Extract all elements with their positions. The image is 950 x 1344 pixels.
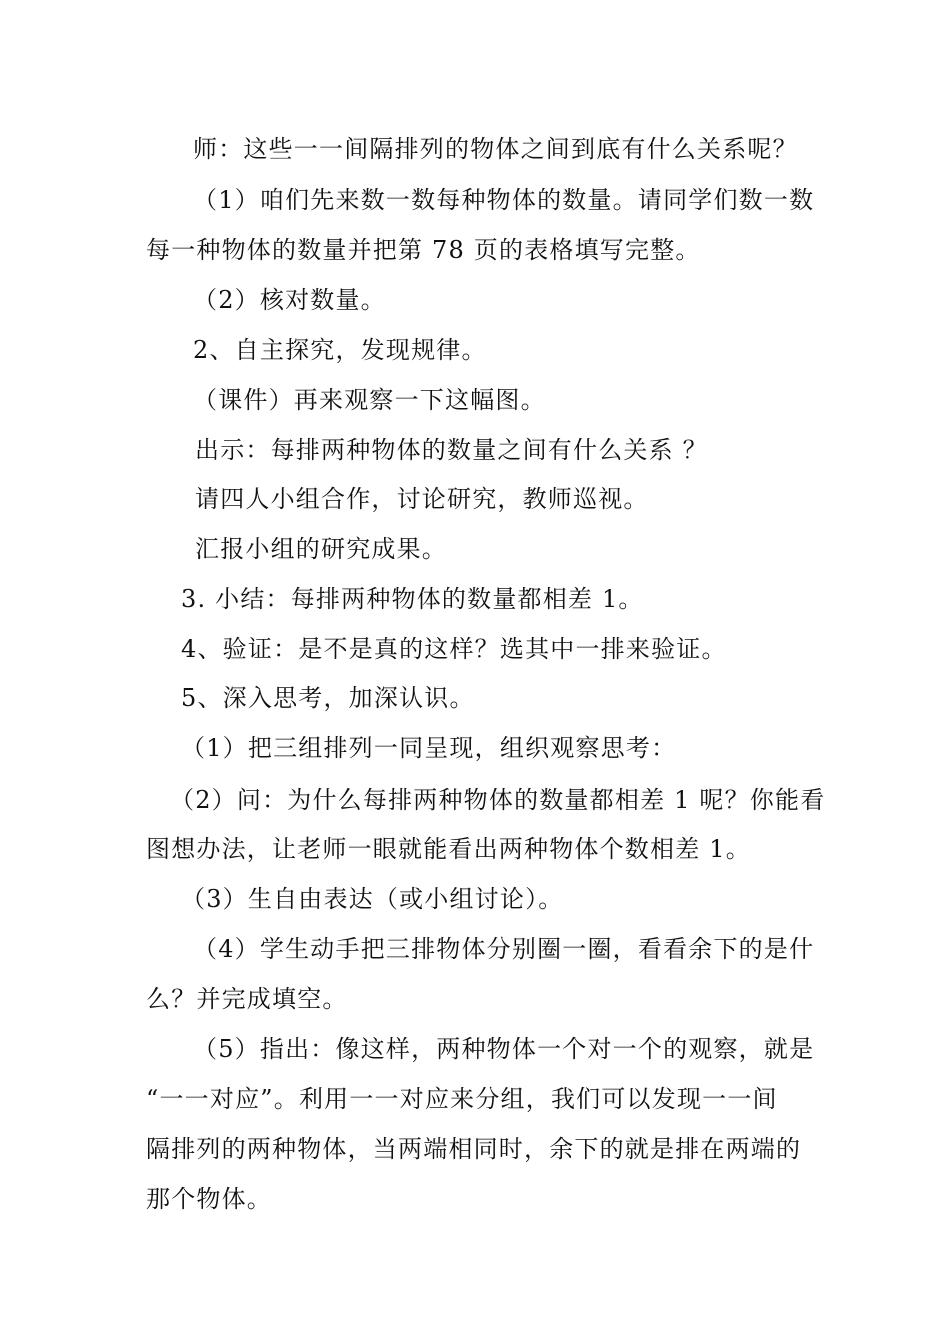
paragraph-16-line-2: “一一对应”。利用一一对应来分组，我们可以发现一一间: [146, 1085, 778, 1113]
paragraph-11-line-1: 5、深入思考，加深认识。: [181, 684, 475, 712]
paragraph-12-line-1: （1）把三组排列一同呈现，组织观察思考：: [181, 734, 677, 762]
paragraph-7-line-1: 请四人小组合作，讨论研究，教师巡视。: [195, 485, 649, 513]
paragraph-14-line-1: （3）生自由表达（或小组讨论）。: [181, 885, 564, 913]
paragraph-13-line-2: 图想办法，让老师一眼就能看出两种物体个数相差 1。: [146, 835, 751, 863]
paragraph-4-line-1: 2、自主探究，发现规律。: [193, 336, 487, 364]
paragraph-10-line-1: 4、验证：是不是真的这样？选其中一排来验证。: [181, 635, 727, 663]
paragraph-1-line-1: 师：这些一一间隔排列的物体之间到底有什么关系呢？: [193, 135, 798, 163]
paragraph-16-line-3: 隔排列的两种物体，当两端相同时，余下的就是排在两端的: [146, 1135, 802, 1163]
paragraph-5-line-1: （课件）再来观察一下这幅图。: [193, 386, 546, 414]
paragraph-16-line-1: （5）指出：像这样，两种物体一个对一个的观察，就是: [193, 1035, 815, 1063]
paragraph-3-line-1: （2）核对数量。: [193, 286, 386, 314]
paragraph-8-line-1: 汇报小组的研究成果。: [195, 535, 447, 563]
paragraph-6-line-1: 出示：每排两种物体的数量之间有什么关系 ？: [195, 436, 708, 464]
paragraph-13-line-1: （2）问：为什么每排两种物体的数量都相差 1 呢？你能看: [170, 786, 826, 814]
paragraph-2-line-2: 每一种物体的数量并把第 78 页的表格填写完整。: [146, 236, 701, 264]
paragraph-15-line-2: 么？并完成填空。: [146, 985, 348, 1013]
paragraph-15-line-1: （4）学生动手把三排物体分别圈一圈，看看余下的是什: [193, 935, 815, 963]
paragraph-16-line-4: 那个物体。: [146, 1185, 272, 1213]
paragraph-9-line-1: 3. 小结：每排两种物体的数量都相差 1。: [181, 585, 644, 613]
paragraph-2-line-1: （1）咱们先来数一数每种物体的数量。请同学们数一数: [193, 186, 815, 214]
